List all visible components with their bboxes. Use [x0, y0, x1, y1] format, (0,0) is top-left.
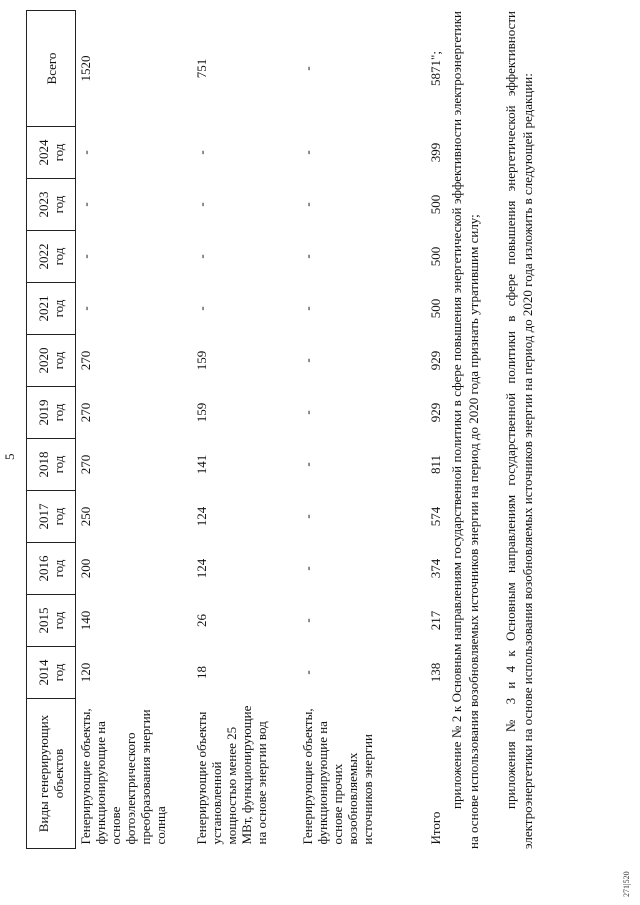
- table-cell: -: [300, 670, 315, 675]
- table-cell: 124: [194, 558, 209, 579]
- table-cell: 200: [78, 558, 93, 579]
- table-cell: -: [300, 566, 315, 571]
- header-cell: 2022 год: [27, 231, 76, 283]
- header-cell: 2014 год: [27, 647, 76, 699]
- header-cell: 2017 год: [27, 491, 76, 543]
- table-cell: -: [300, 514, 315, 519]
- table-cell: 120: [78, 662, 93, 683]
- header-cell: Виды генерирующих объектов: [27, 699, 76, 849]
- table-cell: -: [300, 202, 315, 207]
- table-cell: -: [78, 306, 93, 311]
- table-cell: -: [194, 306, 209, 311]
- table-cell: 929: [428, 402, 443, 423]
- row-label: Генерирующие объекты, функционирующие на основе фотоэлектрического преобразования энергии солнца: [78, 708, 168, 845]
- table-row: [298, 11, 420, 849]
- table-cell: 270: [78, 402, 93, 423]
- table-cell: -: [300, 618, 315, 623]
- table-cell: 500: [428, 246, 443, 267]
- paragraph-appendices-3-4: приложения № 3 и 4 к Основным направлениям государственной политики в сфере повышения энергетической эффективности электроэнергетики на основе использования возобновляемых источников энергии на период до 2020 года изложить в следующей редакции:: [503, 11, 535, 849]
- table-cell: -: [300, 150, 315, 155]
- table-cell: 138: [428, 662, 443, 683]
- table-cell: -: [300, 410, 315, 415]
- table-cell: 500: [428, 298, 443, 319]
- table-header-row: [27, 11, 76, 849]
- table-row: [192, 11, 298, 849]
- table-cell: 270: [78, 350, 93, 371]
- table-cell: 929: [428, 350, 443, 371]
- table-cell: 18: [194, 666, 209, 679]
- row-label: Итого: [428, 811, 443, 845]
- table-cell: 141: [194, 454, 209, 475]
- table-cell: 26: [194, 614, 209, 627]
- header-cell: 2020 год: [27, 335, 76, 387]
- header-cell: 2015 год: [27, 595, 76, 647]
- table-cell: 399: [428, 142, 443, 163]
- table-cell: -: [300, 66, 315, 71]
- header-cell: 2016 год: [27, 543, 76, 595]
- header-cell: 2018 год: [27, 439, 76, 491]
- table-cell: -: [194, 254, 209, 259]
- table-cell: 159: [194, 402, 209, 423]
- table-cell: 574: [428, 506, 443, 527]
- document-code: 271|520: [622, 871, 631, 897]
- table-cell: -: [194, 150, 209, 155]
- generation-table: [26, 10, 445, 849]
- table-cell: 751: [194, 58, 209, 79]
- table-cell: -: [78, 254, 93, 259]
- table-cell: 811: [428, 454, 443, 475]
- header-cell: Всего: [27, 11, 76, 127]
- table-cell: 124: [194, 506, 209, 527]
- table-cell: 217: [428, 610, 443, 631]
- table-cell: 159: [194, 350, 209, 371]
- table-cell: 1520: [78, 55, 93, 82]
- table-cell: -: [300, 358, 315, 363]
- table-cell: -: [300, 306, 315, 311]
- table-cell: 270: [78, 454, 93, 475]
- table-cell: -: [78, 150, 93, 155]
- row-label: Генерирующие объекты, функционирующие на основе прочих возобновляемых источников энергии: [300, 708, 375, 845]
- header-cell: 2019 год: [27, 387, 76, 439]
- table-cell: -: [300, 254, 315, 259]
- table-cell: -: [78, 202, 93, 207]
- header-cell: 2021 год: [27, 283, 76, 335]
- table-cell: -: [194, 202, 209, 207]
- header-cell: 2023 год: [27, 179, 76, 231]
- total-row: [420, 11, 445, 849]
- table-cell: 500: [428, 194, 443, 215]
- table-cell: 250: [78, 506, 93, 527]
- table-row: [76, 11, 193, 849]
- page-number: 5: [2, 453, 17, 460]
- row-label: Генерирующие объекты установленной мощностью менее 25 МВт, функционирующие на основе энергии вод: [194, 705, 269, 845]
- table-cell: -: [300, 462, 315, 467]
- paragraph-appendix-2: приложение № 2 к Основным направлениям государственной политики в сфере повышения энергетической эффективности электроэнергетики на основе использования возобновляемых источников энергии на период до 2020 года признать утратившим силу;: [449, 11, 481, 849]
- header-cell: 2024 год: [27, 127, 76, 179]
- table-cell: 140: [78, 610, 93, 631]
- table-cell: 374: [428, 558, 443, 579]
- table-cell: 5871";: [428, 51, 443, 86]
